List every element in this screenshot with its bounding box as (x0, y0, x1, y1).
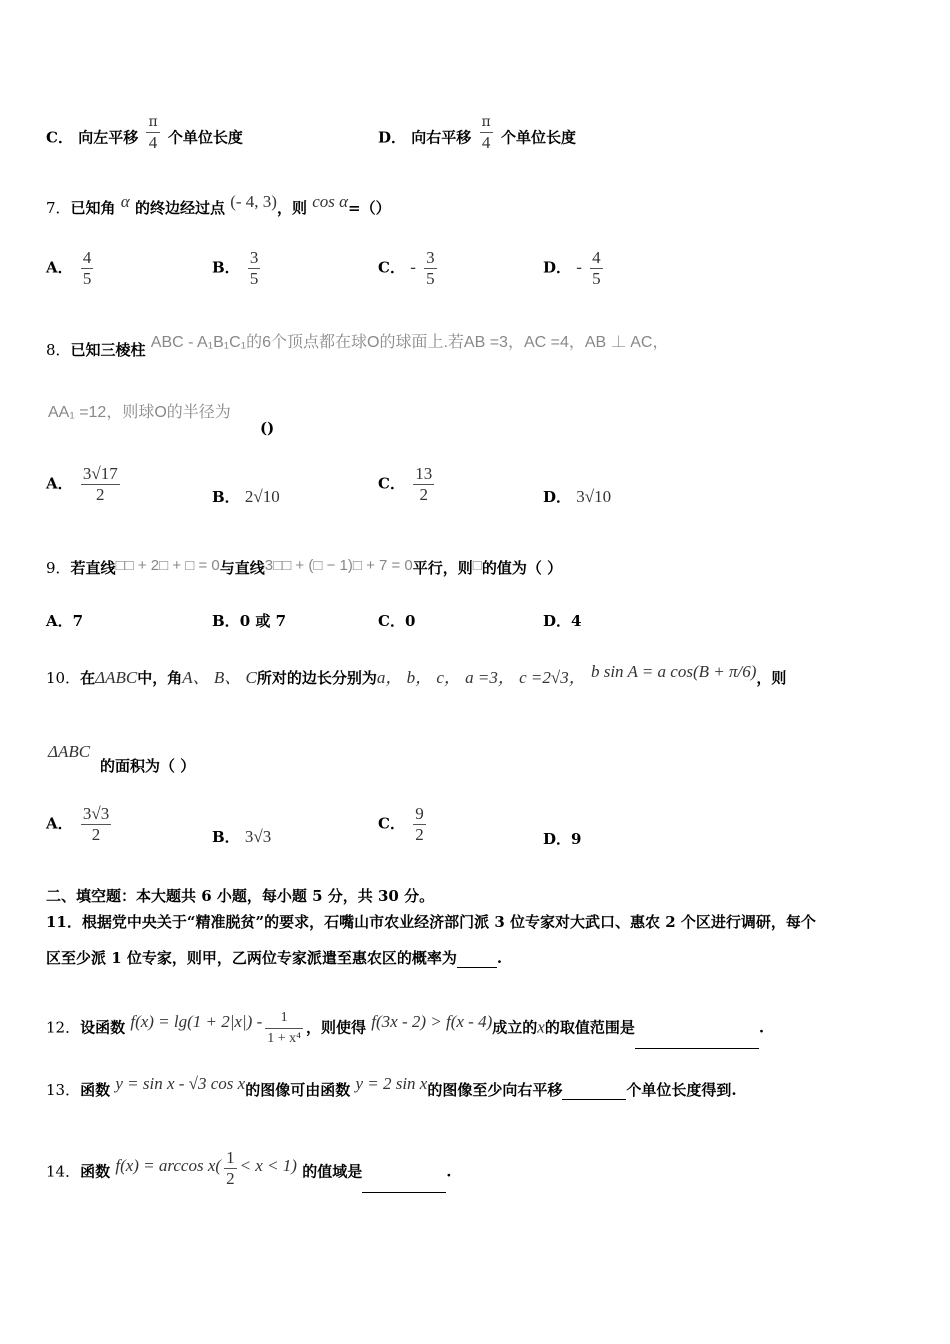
option-label: D． (543, 258, 572, 277)
question-text: 的值域是 (302, 1162, 363, 1181)
q9-option-d (543, 610, 581, 631)
question-text: =（） (348, 199, 391, 217)
option-text: 个单位长度 (167, 128, 243, 147)
question-text: ，则 (276, 199, 307, 217)
question-text: 函数 (80, 1081, 111, 1099)
question-text: 的图像至少向右平移 (427, 1081, 563, 1099)
q10-option-c (378, 804, 429, 845)
fraction: $\frac{\pi}{4}$ (481, 114, 491, 152)
question-text: 函数 (80, 1162, 111, 1181)
option-label: C． (46, 128, 73, 147)
q8-option-c (378, 464, 437, 505)
math-image-text: ABC - A₁B₁C₁的6个顶点都在球O的球面上.若AB =3，AC =4，AB ⊥ AC， (150, 334, 669, 351)
q9-option-c (378, 610, 415, 631)
fraction: $\frac{3√17}{2}$ (82, 464, 118, 504)
math-triangle: ΔABC (95, 668, 138, 687)
q10-option-d (543, 828, 581, 849)
question-text: 的取值范围是 (544, 1018, 635, 1037)
fraction: $\frac{3}{5}$ (426, 248, 435, 288)
math-function-tail: < x < 1) (239, 1155, 297, 1175)
fraction: $\frac{\pi}{4}$ (148, 114, 158, 152)
option-label: A． (46, 612, 73, 630)
fraction: $\frac{1}{\text{1 + x⁴}}$ (267, 1010, 302, 1046)
math-cos: cos α (312, 192, 349, 211)
question-number: 8． (46, 341, 71, 359)
q8-option-d (543, 486, 611, 507)
period: . (758, 1018, 765, 1037)
option-label: C． (378, 258, 405, 277)
option-label: C． (378, 814, 405, 833)
question-12 (46, 1008, 764, 1049)
question-8-line2 (48, 402, 231, 423)
option-label: C． (378, 474, 405, 493)
question-text: 区至少派 1 位专家，则甲，乙两位专家派遣至惠农区的概率为 (46, 949, 457, 967)
math-function-2: y = 2 sin x (355, 1074, 428, 1093)
question-text: 中，角 (137, 669, 183, 687)
answer-blank[interactable] (562, 1083, 626, 1100)
math-alpha: α (120, 192, 130, 211)
q9-option-b (212, 610, 286, 631)
fraction: $\frac{4}{5}$ (82, 248, 92, 288)
question-text: 平行，则 (412, 559, 473, 577)
option-label: D． (543, 830, 572, 848)
question-7 (46, 192, 391, 218)
math-triangle: ΔABC (48, 742, 91, 761)
option-label: A． (46, 258, 73, 277)
question-text: 成立的 (492, 1018, 538, 1037)
math-inequality: f(3x - 2) > f(x - 4) (371, 1011, 493, 1031)
answer-parentheses: () (260, 419, 275, 437)
math-sides: a， b， c， a =3， c =2√3， (376, 668, 586, 687)
q7-option-a (46, 248, 96, 289)
option-value: 7 (72, 612, 84, 630)
question-8-paren (260, 418, 274, 438)
question-10-line2-text (100, 756, 195, 776)
option-value: 3√3 (244, 827, 272, 846)
option-label: A． (46, 474, 73, 493)
question-text: 所对的边长分别为 (256, 669, 377, 687)
question-8 (46, 334, 669, 361)
fraction: $\frac{13}{2}$ (415, 464, 433, 504)
answer-blank[interactable] (635, 1032, 759, 1049)
section-title-text: 二、填空题：本大题共 6 小题，每小题 5 分，共 30 分。 (46, 887, 435, 905)
option-value: 4 (571, 612, 582, 630)
option-label: A． (46, 814, 73, 833)
q7-option-b (212, 248, 263, 289)
fraction: $\frac{3}{5}$ (249, 248, 259, 288)
question-11 (46, 912, 816, 932)
question-number: 10． (46, 669, 81, 687)
question-10 (46, 662, 787, 688)
math-line-b: 3□□ + (□ − 1)□ + 7 = 0 (264, 557, 413, 574)
option-text: 个单位长度 (500, 128, 576, 147)
math-function-1: y = sin x - √3 cos x (115, 1074, 246, 1093)
option-value: 3√10 (576, 487, 612, 506)
question-text: 已知角 (70, 199, 116, 217)
question-text: 设函数 (80, 1018, 126, 1037)
math-image-text: AA₁ =12，则球O的半径为 (48, 404, 231, 421)
period: . (496, 949, 503, 967)
math-equation: b sin A = a cos(B + π/6) (590, 662, 757, 681)
option-value: 0 或 7 (239, 612, 287, 630)
math-var: □ (472, 557, 482, 574)
minus-sign: - (410, 257, 416, 277)
option-value: 9 (571, 830, 582, 848)
answer-blank[interactable] (457, 951, 497, 968)
option-label: D． (543, 488, 572, 506)
question-number: 13． (46, 1081, 81, 1099)
question-9 (46, 558, 562, 579)
q7-option-c (378, 248, 440, 289)
question-text: 的值为（ ） (481, 559, 563, 577)
question-text: 11．根据党中央关于“精准脱贫”的要求，石嘴山市农业经济部门派 3 位专家对大武口、惠农 2 个区进行调研，每个 (46, 913, 816, 931)
question-number: 12． (46, 1018, 81, 1037)
q9-option-a (46, 610, 83, 631)
option-label: D． (543, 612, 572, 630)
question-number: 7． (46, 199, 71, 217)
question-number: 14． (46, 1162, 81, 1181)
option-label: B． (212, 488, 240, 506)
question-14 (46, 1148, 452, 1193)
q8-option-a (46, 464, 123, 505)
question-text: 与直线 (219, 559, 265, 577)
section-title (46, 886, 434, 906)
option-label: C． (378, 612, 405, 630)
q10-option-a (46, 804, 114, 845)
q10-option-b (212, 826, 271, 847)
question-text: ，则 (756, 669, 787, 687)
question-11-line2 (46, 948, 502, 968)
math-function: f(x) = lg(1 + 2|x|) - (130, 1011, 263, 1031)
math-angles: A、 B、 C (182, 668, 257, 687)
option-text: 向右平移 (411, 128, 472, 147)
question-text: 个单位长度得到. (626, 1081, 737, 1099)
question-text: 的图像可由函数 (245, 1081, 351, 1099)
math-point: (- 4, 3) (230, 192, 277, 211)
period: . (446, 1162, 452, 1181)
question-text: 若直线 (70, 559, 116, 577)
fraction: $\frac{4}{5}$ (592, 248, 601, 288)
minus-sign: - (576, 257, 582, 277)
math-function: f(x) = arccos x( (115, 1155, 222, 1175)
q8-option-b (212, 486, 280, 507)
question-text: ，则使得 (306, 1018, 367, 1037)
fraction: $\frac{1}{2}$ (226, 1148, 235, 1188)
option-label: B． (212, 828, 240, 846)
option-label: B． (212, 612, 240, 630)
question-text: 的终边经过点 (134, 199, 225, 217)
fraction: $\frac{9}{2}$ (415, 804, 424, 844)
question-number: 9． (46, 559, 71, 577)
option-text: 向左平移 (78, 128, 139, 147)
q7-option-d (543, 248, 606, 289)
math-line-a: □□ + 2□ + □ = 0 (115, 557, 220, 574)
question-10-line2 (48, 742, 90, 762)
answer-blank[interactable] (362, 1176, 446, 1193)
option-label: D． (378, 128, 407, 147)
question-text: 已知三棱柱 (70, 341, 146, 359)
q6-option-c (46, 114, 243, 159)
option-value: 0 (404, 612, 416, 630)
question-13 (46, 1074, 737, 1100)
option-value: 2√10 (244, 487, 280, 506)
question-text: 的面积为（ ） (100, 757, 196, 775)
math-var: x (537, 1017, 545, 1037)
question-text: 在 (80, 669, 96, 687)
fraction: $\frac{3√3}{2}$ (82, 804, 110, 844)
option-label: B． (212, 258, 240, 277)
q6-option-d (378, 114, 576, 159)
